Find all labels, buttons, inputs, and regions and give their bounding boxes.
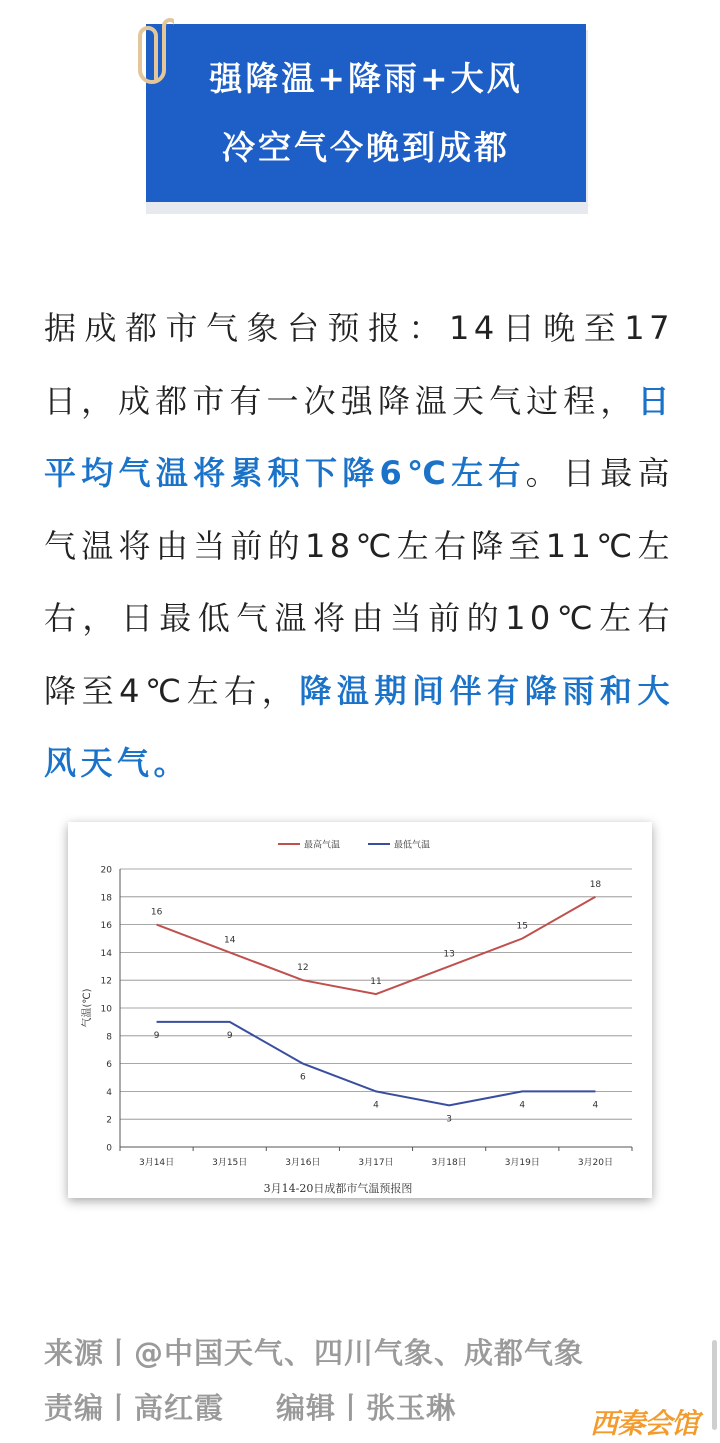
separator: 丨 <box>104 1391 135 1425</box>
x-tick-label: 3月20日 <box>577 1158 614 1168</box>
data-label: 3 <box>446 1114 453 1125</box>
editor-label: 责编 <box>44 1391 105 1425</box>
source-label: 来源 <box>44 1336 105 1370</box>
y-tick-label: 20 <box>100 865 112 876</box>
y-axis-title: 气温(℃) <box>82 988 93 1028</box>
chart-caption: 3月14-20日成都市气温预报图 <box>263 1182 413 1195</box>
legend-label: 最低气温 <box>394 840 431 851</box>
article-paragraph <box>44 292 674 800</box>
x-tick-label: 3月19日 <box>504 1158 540 1168</box>
y-tick-label: 12 <box>100 976 112 987</box>
scrollbar-thumb[interactable] <box>712 1340 717 1430</box>
y-tick-label: 4 <box>106 1087 112 1098</box>
data-label: 16 <box>150 907 163 918</box>
article-text-1: 据成都市气象台预报：14日晚至17日，成都市有一次强降温天气过程， <box>44 309 674 420</box>
data-label: 4 <box>519 1100 526 1111</box>
data-label: 4 <box>373 1100 379 1111</box>
credits-source-row <box>44 1326 584 1381</box>
data-label: 6 <box>299 1072 306 1083</box>
editing-value: 张玉琳 <box>366 1391 457 1425</box>
data-label: 18 <box>589 879 602 890</box>
temperature-chart <box>68 822 652 1198</box>
watermark-logo: 西秦会馆 <box>590 1407 699 1440</box>
data-label: 9 <box>153 1030 160 1041</box>
separator: 丨 <box>104 1336 135 1370</box>
credits <box>44 1326 584 1436</box>
data-label: 11 <box>370 977 382 988</box>
y-tick-label: 0 <box>106 1143 112 1154</box>
legend-label: 最高气温 <box>304 840 341 851</box>
y-tick-label: 8 <box>106 1032 112 1043</box>
data-label: 4 <box>592 1100 599 1111</box>
credits-editor-row <box>44 1381 584 1436</box>
title-line-1: 强降温+降雨+大风 <box>209 59 523 98</box>
data-label: 14 <box>223 935 236 946</box>
x-tick-label: 3月18日 <box>431 1158 467 1168</box>
x-tick-label: 3月14日 <box>138 1158 175 1168</box>
y-tick-label: 2 <box>106 1115 112 1126</box>
paperclip-icon <box>134 14 174 86</box>
x-tick-label: 3月15日 <box>212 1158 248 1168</box>
separator: 丨 <box>336 1391 367 1425</box>
article-text-2: 。日最高气温将由当前的18℃左右降至11℃左右，日最低气温将由当前的10℃左右降至4℃左右， <box>44 454 674 710</box>
x-tick-label: 3月17日 <box>358 1158 394 1168</box>
y-tick-label: 16 <box>100 921 112 932</box>
data-label: 12 <box>297 963 309 974</box>
source-value: @中国天气、四川气象、成都气象 <box>134 1336 585 1370</box>
y-tick-label: 6 <box>106 1060 112 1071</box>
y-tick-label: 18 <box>100 893 112 904</box>
data-label: 15 <box>516 921 529 932</box>
data-label: 13 <box>443 949 455 960</box>
x-tick-label: 3月16日 <box>285 1158 321 1168</box>
editing-label: 编辑 <box>276 1391 337 1425</box>
title-card <box>146 24 586 202</box>
chart-svg <box>68 822 652 1198</box>
y-tick-label: 14 <box>100 948 112 959</box>
y-tick-label: 10 <box>100 1004 112 1015</box>
editor-value: 高红霞 <box>134 1391 225 1425</box>
data-label: 9 <box>226 1030 233 1041</box>
title-line-2: 冷空气今晚到成都 <box>222 128 510 167</box>
article-highlight-2: 降温期间伴有降雨和大风天气。 <box>44 671 674 782</box>
article-highlight-1: 日平均气温将累积下降6℃左右 <box>44 381 674 492</box>
